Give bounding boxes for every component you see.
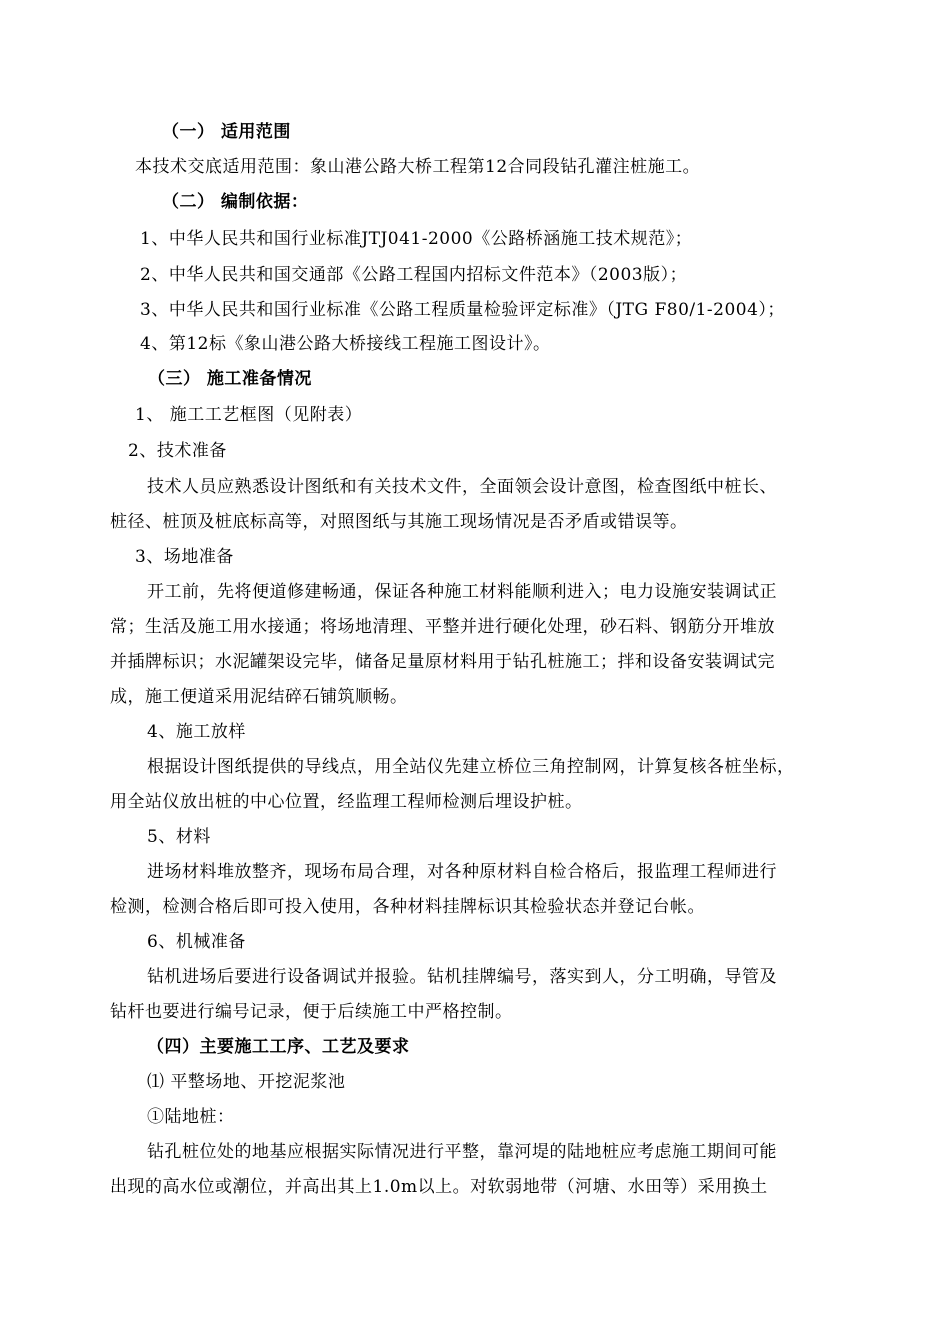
subheading: 1、 施工工艺框图（见附表） [135, 405, 363, 425]
paragraph-line: 开工前，先将便道修建畅通，保证各种施工材料能顺利进入；电力设施安装调试正 [147, 582, 777, 602]
list-item: 3、中华人民共和国行业标准《公路工程质量检验评定标准》（JTG F80/1-2004）； [140, 300, 785, 320]
subheading: 4、施工放样 [147, 722, 246, 742]
paragraph-line: 常；生活及施工用水接通；将场地清理、平整并进行硬化处理，砂石料、钢筋分开堆放 [110, 617, 775, 637]
section-heading-preparation: （三） 施工准备情况 [148, 369, 312, 389]
paragraph-line: 钻机进场后要进行设备调试并报验。钻机挂牌编号，落实到人，分工明确，导管及 [147, 967, 777, 987]
paragraph-line: 技术人员应熟悉设计图纸和有关技术文件，全面领会设计意图，检查图纸中桩长、 [147, 477, 777, 497]
subheading: 3、场地准备 [135, 547, 234, 567]
paragraph-line: 根据设计图纸提供的导线点，用全站仪先建立桥位三角控制网，计算复核各桩坐标， [147, 757, 795, 777]
list-item: 4、第12标《象山港公路大桥接线工程施工图设计》。 [140, 334, 551, 354]
paragraph-line: 钻孔桩位处的地基应根据实际情况进行平整，靠河堤的陆地桩应考虑施工期间可能 [147, 1142, 777, 1162]
paragraph-line: 用全站仪放出桩的中心位置，经监理工程师检测后埋设护桩。 [110, 792, 583, 812]
paragraph-line: 进场材料堆放整齐，现场布局合理，对各种原材料自检合格后，报监理工程师进行 [147, 862, 777, 882]
paragraph-line: 本技术交底适用范围：象山港公路大桥工程第12合同段钻孔灌注桩施工。 [135, 157, 701, 177]
list-item: 2、中华人民共和国交通部《公路工程国内招标文件范本》（2003版）； [140, 265, 688, 285]
subheading: 6、机械准备 [147, 932, 246, 952]
subheading: 2、技术准备 [128, 441, 227, 461]
list-item: 1、中华人民共和国行业标准JTJ041-2000《公路桥涵施工技术规范》； [140, 229, 693, 249]
section-heading-scope: （一） 适用范围 [162, 122, 291, 142]
section-heading-procedures: （四）主要施工工序、工艺及要求 [147, 1037, 410, 1057]
paragraph-line: 桩径、桩顶及桩底标高等，对照图纸与其施工现场情况是否矛盾或错误等。 [110, 512, 688, 532]
section-heading-basis: （二） 编制依据： [162, 192, 309, 212]
paragraph-line: 成，施工便道采用泥结碎石铺筑顺畅。 [110, 687, 408, 707]
subheading: ①陆地桩： [147, 1107, 235, 1127]
subheading: ⑴ 平整场地、开挖泥浆池 [147, 1072, 346, 1092]
paragraph-line: 检测，检测合格后即可投入使用，各种材料挂牌标识其检验状态并登记台帐。 [110, 897, 705, 917]
paragraph-line: 钻杆也要进行编号记录，便于后续施工中严格控制。 [110, 1002, 513, 1022]
paragraph-line: 并插牌标识；水泥罐架设完毕，储备足量原材料用于钻孔桩施工；拌和设备安装调试完 [110, 652, 775, 672]
paragraph-line: 出现的高水位或潮位，并高出其上1.0m以上。对软弱地带（河塘、水田等）采用换土 [110, 1177, 768, 1197]
subheading: 5、材料 [147, 827, 211, 847]
